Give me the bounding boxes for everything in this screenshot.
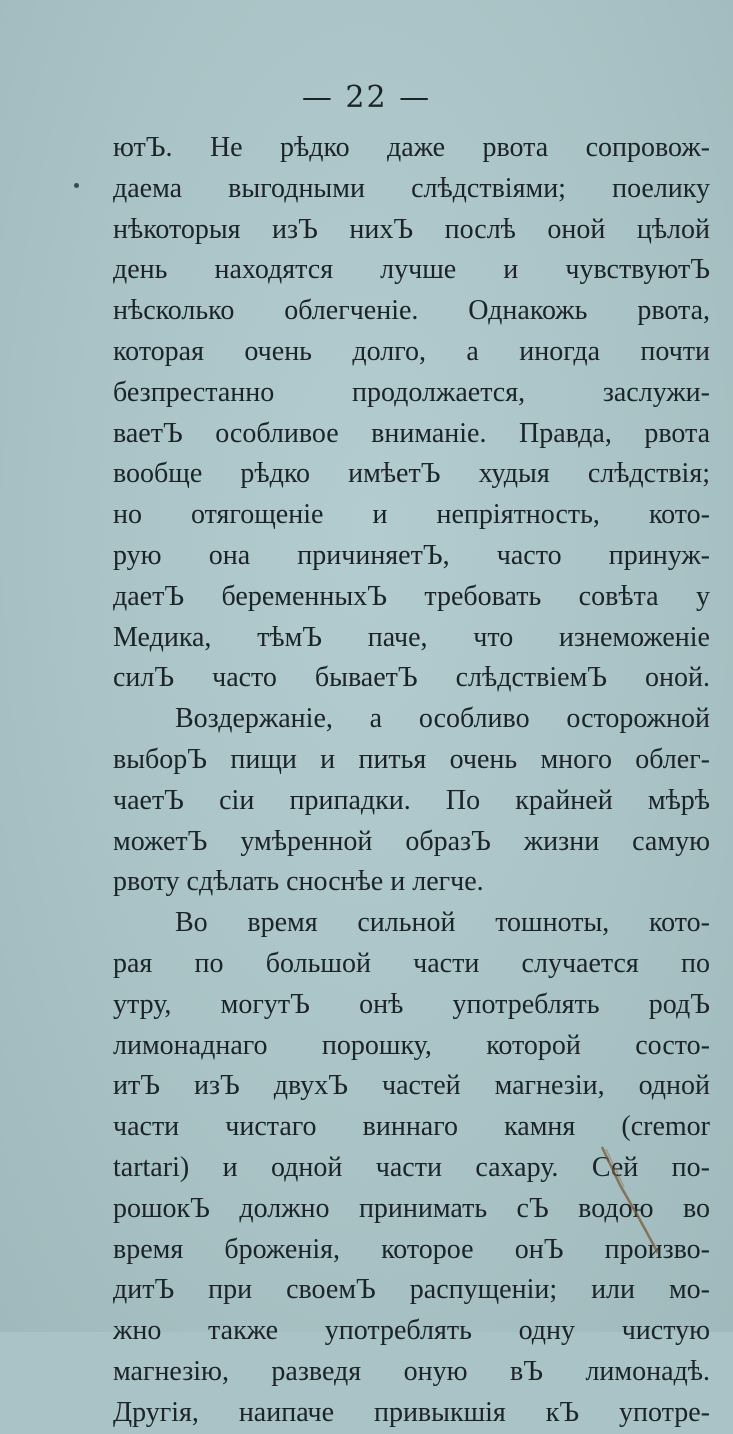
text-line: день находятся лучше и чувствуютЪ [113,254,710,286]
bleed-through-mark [600,1145,660,1255]
text-line: Другія, наипаче привыкшія кЪ употре- [113,1396,710,1428]
text-line: вообще рѣдко имѣетЪ худыя слѣдствія; [113,458,710,490]
text-line: нѣкоторыя изЪ нихЪ послѣ оной цѣлой [113,213,710,245]
text-line: Медика, тѣмЪ паче, что изнеможеніе [113,621,710,653]
text-line: tartari) и одной части сахару. Сей по- [113,1151,710,1183]
text-line: которая очень долго, а иногда почти [113,335,710,367]
page-number: — 22 — [301,80,432,115]
text-line: магнезію, разведя оную вЪ лимонадѣ. [113,1355,710,1387]
text-line: силЪ часто бываетЪ слѣдствіемЪ оной. [113,662,710,694]
text-line: лимонаднаго порошку, которой состо- [113,1029,710,1061]
text-line: Воздержаніе, а особливо осторожной [175,703,710,735]
text-line: выборЪ пищи и питья очень много облег- [113,743,710,775]
text-line: можетЪ умѣренной образЪ жизни самую [113,825,710,857]
text-line: рвоту сдѣлать сноснѣе и легче. [113,866,484,898]
text-line: нѣсколько облегченіе. Однакожь рвота, [113,295,710,327]
text-line: даема выгодными слѣдствіями; поелику [113,172,710,204]
text-line: ваетЪ особливое вниманіе. Правда, рвота [113,417,710,449]
text-line: дитЪ при своемЪ распущеніи; или мо- [113,1274,710,1306]
text-line: рая по большой части случается по [113,947,710,979]
text-line: Во время сильной тошноты, кото- [175,907,710,939]
text-line: даетЪ беременныхЪ требовать совѣта у [113,580,710,612]
text-line: утру, могутЪ онѣ употреблять родЪ [113,988,710,1020]
text-line: части чистаго виннаго камня (cremor [113,1111,710,1143]
text-line: итЪ изЪ двухЪ частей магнезіи, одной [113,1070,710,1102]
text-line: рую она причиняетЪ, часто принуж- [113,539,710,571]
text-line: но отягощеніе и непріятность, кото- [113,499,710,531]
text-line: безпрестанно продолжается, заслужи- [113,376,710,408]
text-line: жно также употреблять одну чистую [113,1315,710,1347]
text-line: чаетЪ сіи припадки. По крайней мѣрѣ [113,784,710,816]
text-line: время броженія, которое онЪ произво- [113,1233,710,1265]
text-line: ютЪ. Не рѣдко даже рвота сопровож- [113,132,710,163]
ink-speck [74,183,79,188]
text-line: рошокЪ должно принимать сЪ водою во [113,1192,710,1224]
